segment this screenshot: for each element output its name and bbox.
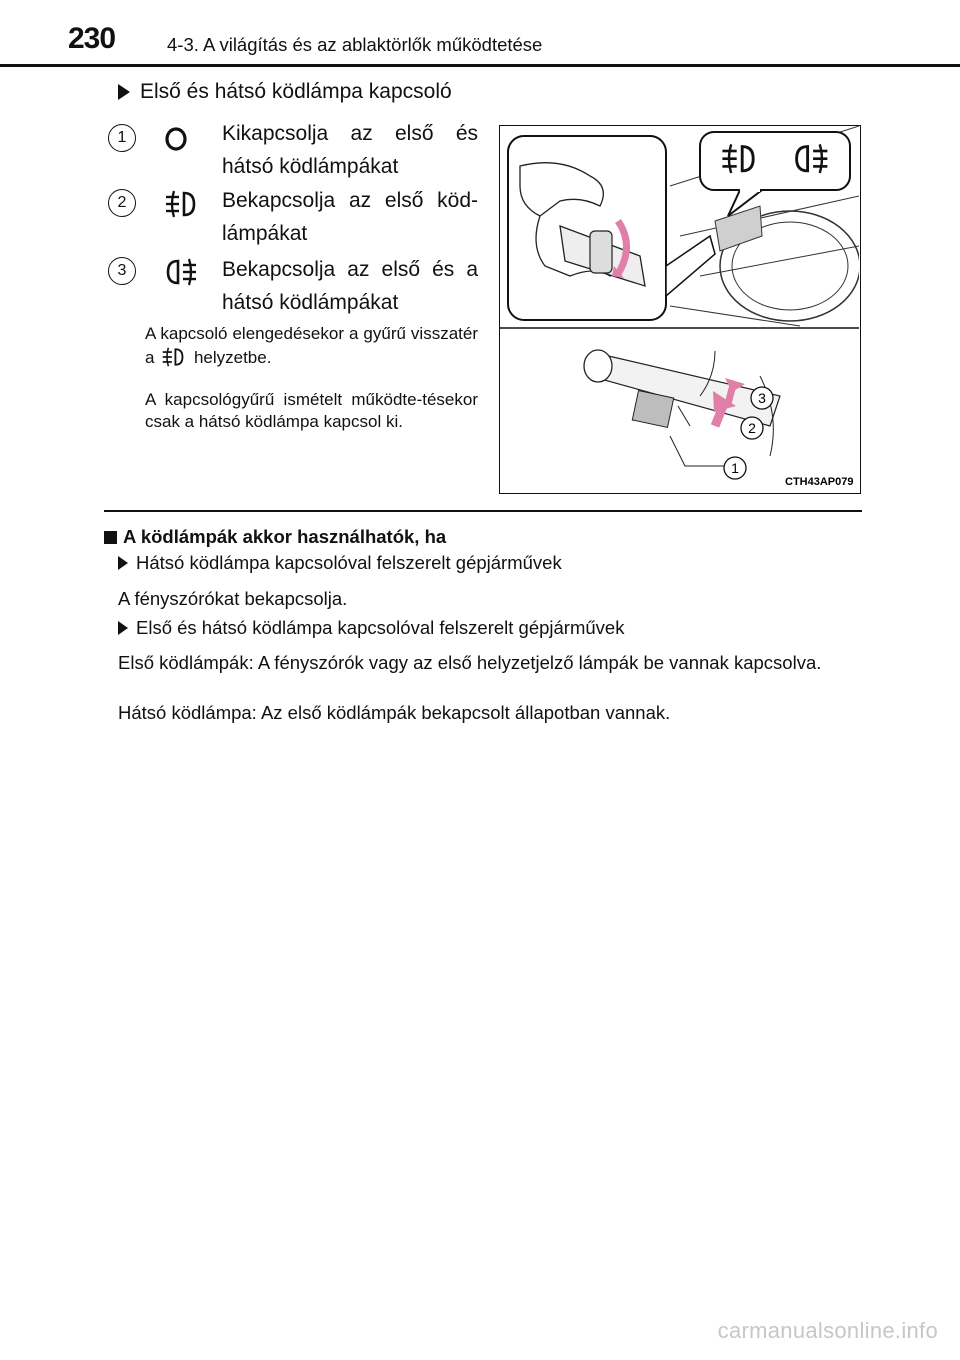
triangle-bullet-icon <box>118 621 128 635</box>
header-divider <box>0 64 960 67</box>
item-number-2: 2 <box>108 189 136 217</box>
note-ring-return <box>145 323 478 369</box>
section-divider <box>104 510 862 512</box>
condition-bullet-2-text: Első és hátsó ködlámpa kapcsolóval felszerelt gépjárművek <box>136 617 625 638</box>
lever-body <box>590 354 780 426</box>
callout-3: 3 <box>758 390 766 406</box>
condition-bullet-2 <box>118 617 624 639</box>
item-number-1: 1 <box>108 124 136 152</box>
icon-bubble <box>700 132 850 190</box>
note-ring-return-suffix: helyzetbe. <box>193 348 272 367</box>
callout-2: 2 <box>748 420 756 436</box>
section-heading <box>118 80 452 104</box>
figure-code: CTH43AP079 <box>785 476 854 488</box>
front-fog-inline-icon <box>159 345 189 369</box>
rear-fog-icon <box>162 255 202 289</box>
fog-switch-illustration <box>500 126 859 492</box>
note-ring-return-text: A kapcsoló elengedésekor a gyűrű visszatér a <box>145 324 478 367</box>
condition-text-3: Hátsó ködlámpa: Az első ködlámpák bekapcsolt állapotban vannak. <box>118 702 671 723</box>
item-text-3: Bekapcsolja az első és a hátsó ködlámpákat <box>222 258 478 314</box>
condition-text-2: Első ködlámpák: A fényszórók vagy az első helyzetjelző lámpák be vannak kapcsolva. <box>118 652 822 673</box>
item-number-3: 3 <box>108 257 136 285</box>
page-number: 230 <box>68 22 116 55</box>
conditions-heading <box>104 526 446 548</box>
condition-bullet-1 <box>118 552 562 574</box>
chapter-title: 4-3. A világítás és az ablaktörlők működtetése <box>167 34 543 55</box>
front-fog-icon <box>162 187 202 221</box>
condition-bullet-1-text: Hátsó ködlámpa kapcsolóval felszerelt gépjárművek <box>136 552 562 573</box>
triangle-bullet-icon <box>118 84 130 100</box>
illustration-frame <box>499 125 861 494</box>
square-bullet-icon <box>104 531 117 544</box>
note-repeat-operation: A kapcsológyűrű ismételt működte-tésekor csak a hátsó ködlámpa kapcsol ki. <box>145 390 478 431</box>
item-text-1: Kikapcsolja az első és hátsó ködlámpákat <box>222 122 478 178</box>
triangle-bullet-icon <box>118 556 128 570</box>
watermark: carmanualsonline.info <box>717 1318 938 1343</box>
item-text-2: Bekapcsolja az első köd-lámpákat <box>222 189 478 245</box>
condition-text-1: A fényszórókat bekapcsolja. <box>118 588 348 609</box>
callout-1: 1 <box>731 460 739 476</box>
fog-off-icon <box>162 122 202 156</box>
section-title: Első és hátsó ködlámpa kapcsoló <box>140 80 452 103</box>
conditions-title: A ködlámpák akkor használhatók, ha <box>123 526 447 547</box>
